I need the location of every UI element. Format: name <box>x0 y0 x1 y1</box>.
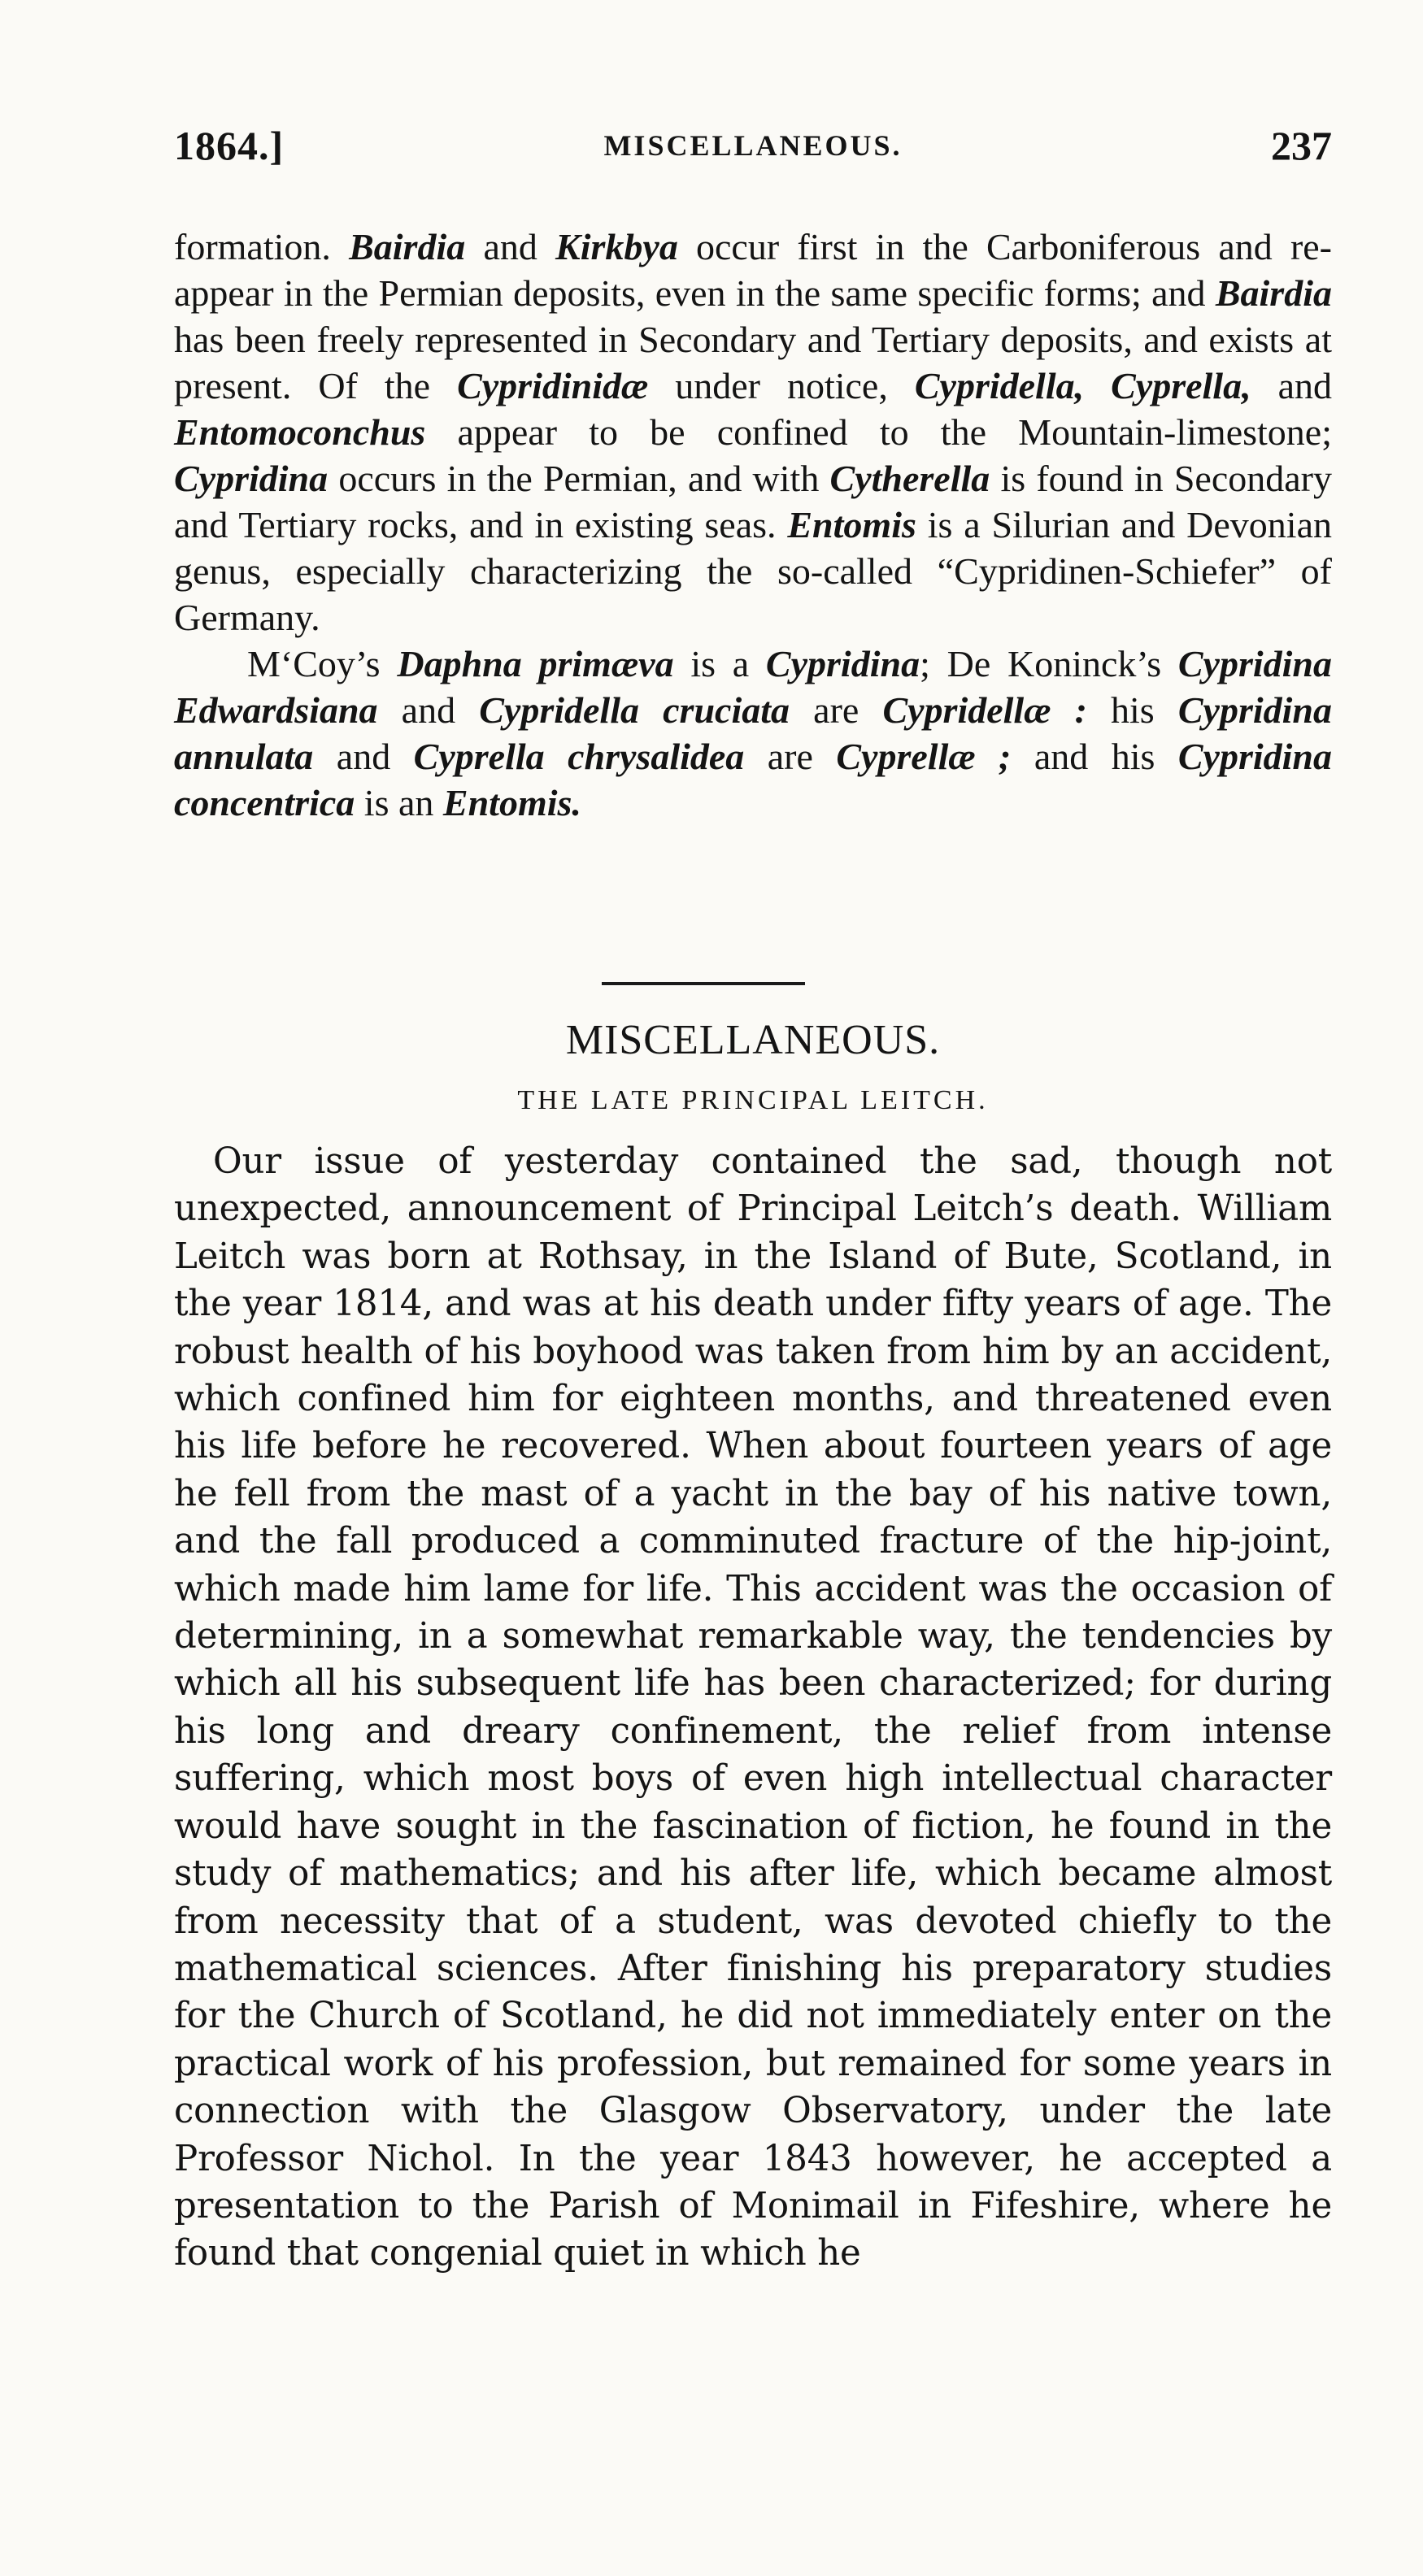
ostracoda-text <box>174 224 1332 826</box>
running-header <box>174 122 1332 179</box>
article-body: Our issue of yesterday contained the sad, though not unexpected, announcement of Principal Leitch’s death. William Leitch was born at Rothsay, in the Island of Bute, Scotland, in the year 1814, and was at his death under fifty years of age. The robust health of his boyhood was taken from him by an accident, which confined him for eighteen months, and threatened even his life before he recovered. When about fourteen years of age he fell from the mast of a yacht in the bay of his native town, and the fall produced a comminuted fracture of the hip-joint, which made him lame for life. This accident was the occasion of determining, in a somewhat remarkable way, the tendencies by which all his subsequent life has been characterized; for during his long and dreary confinement, the relief from intense suffering, which most boys of even high intellectual character would have sought in the fascination of fiction, he found in the study of mathematics; and his after life, which became almost from necessity that of a student, was devoted chiefly to the mathematical sciences. After finishing his preparatory studies for the Church of Scotland, he did not immediately enter on the practical work of his profession, but remained for some years in connection with the Glasgow Observatory, under the late Professor Nichol. In the year 1843 however, he accepted a presentation to the Parish of Monimail in Fifeshire, where he found that congenial quiet in which he <box>174 1141 1332 2274</box>
paragraph-mcoy: M‘Coy’s Daphna primæva is a Cypridina; De Koninck’s Cypridina Edwardsiana and Cypridella cruciata are Cypridellæ : his Cypridina annulata and Cyprella chrysalidea are Cyprellæ ; and his Cypridina concentrica is an Entomis. <box>174 643 1333 823</box>
header-year: 1864.] <box>174 123 285 168</box>
paragraph-formation: formation. Bairdia and Kirkbya occur first in the Carboniferous and re-appear in the Permian deposits, even in the same specific forms; and Bairdia has been freely represented in Secondary and Tertiary deposits, and exists at present. Of the Cypridinidæ under notice, Cypridella, Cyprella, and Entomoconchus appear to be confined to the Mountain-limestone; Cypridina occurs in the Permian, and with Cytherella is found in Secondary and Tertiary rocks, and in existing seas. Entomis is a Silurian and Devonian genus, especially characterizing the so-called “Cypridinen-Schiefer” of Germany. <box>174 226 1332 638</box>
article-heading: THE LATE PRINCIPAL LEITCH. <box>517 1085 989 1115</box>
section-divider <box>602 982 805 985</box>
page-number: 237 <box>1271 123 1332 168</box>
section-heading: MISCELLANEOUS. <box>565 1017 941 1063</box>
header-section: MISCELLANEOUS. <box>603 129 903 162</box>
